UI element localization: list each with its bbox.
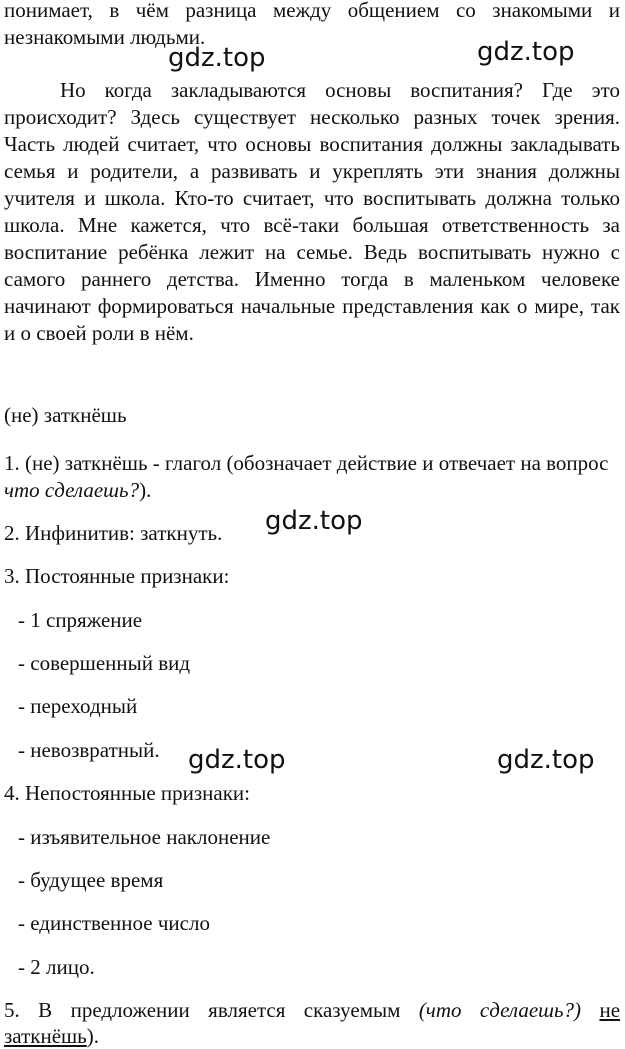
- predicate-word-part-1: не: [599, 998, 621, 1022]
- constant-feature-aspect: - совершенный вид: [18, 651, 191, 675]
- paragraph-2-line-8: самого раннего детства. Именно тогда в маленьком человеке: [4, 267, 620, 291]
- paragraph-2-line-5: учителя и школа. Кто-то считает, что воспитывать должна только: [4, 186, 620, 210]
- analysis-item-4: 4. Непостоянные признаки:: [4, 781, 250, 805]
- analysis-item-5-continuation: [4, 1023, 99, 1049]
- watermark-gdz-top: gdz.top: [188, 745, 286, 775]
- paragraph-2-line-10: и о своей роли в нём.: [4, 321, 194, 345]
- paragraph-2-line-3: Часть людей считает, что основы воспитания должны закладывать: [4, 132, 620, 156]
- constant-feature-conjugation: - 1 спряжение: [18, 608, 143, 632]
- watermark-gdz-top: gdz.top: [265, 506, 363, 536]
- watermark-gdz-top: gdz.top: [477, 37, 575, 67]
- paragraph-2-line-1: Но когда закладываются основы воспитания? Где это: [60, 78, 620, 102]
- analysis-item-1-tail: ).: [139, 478, 152, 502]
- watermark-gdz-top: gdz.top: [168, 43, 266, 73]
- paragraph-2-line-7: воспитание ребёнка лежит на семье. Ведь воспитывать нужно с: [4, 240, 620, 264]
- analysis-item-1: 1. (не) заткнёшь - глагол (обозначает действие и отвечает на вопрос: [4, 451, 609, 475]
- analysis-item-3: 3. Постоянные признаки:: [4, 564, 230, 588]
- question-what-will-you-do: что сделаешь?: [4, 478, 140, 502]
- analysis-heading: (не) заткнёшь: [4, 403, 127, 427]
- analysis-item-5: [4, 997, 620, 1023]
- variable-feature-tense: - будущее время: [18, 868, 164, 892]
- constant-feature-reflexivity: - невозвратный.: [18, 738, 160, 762]
- paragraph-2-line-2: происходит? Здесь существует несколько разных точек зрения.: [4, 105, 620, 129]
- analysis-item-5-tail: ).: [86, 1024, 100, 1048]
- analysis-item-5-prefix: 5. В предложении является сказуемым: [4, 998, 401, 1022]
- paragraph-1-line-2: незнакомыми людьми.: [4, 25, 206, 49]
- variable-feature-number: - единственное число: [18, 911, 210, 935]
- variable-feature-person: - 2 лицо.: [18, 955, 95, 979]
- predicate-word-part-2: заткнёшь: [4, 1024, 87, 1048]
- paragraph-2-line-9: начинают формироваться начальные представления как о мире, так: [4, 294, 620, 318]
- variable-feature-mood: - изъявительное наклонение: [18, 825, 271, 849]
- analysis-item-5-question: (что сделаешь?): [418, 998, 582, 1022]
- analysis-item-1-continuation: [4, 477, 151, 503]
- constant-feature-transitivity: - переходный: [18, 694, 138, 718]
- paragraph-2-line-4: семья и родители, а развивать и укреплять эти знания должны: [4, 159, 620, 183]
- paragraph-2-line-6: школа. Мне кажется, что всё-таки большая ответственность за: [4, 213, 620, 237]
- paragraph-1-line-1: понимает, в чём разница между общением со знакомыми и: [4, 0, 620, 22]
- analysis-item-2: 2. Инфинитив: заткнуть.: [4, 521, 223, 545]
- watermark-gdz-top: gdz.top: [497, 745, 595, 775]
